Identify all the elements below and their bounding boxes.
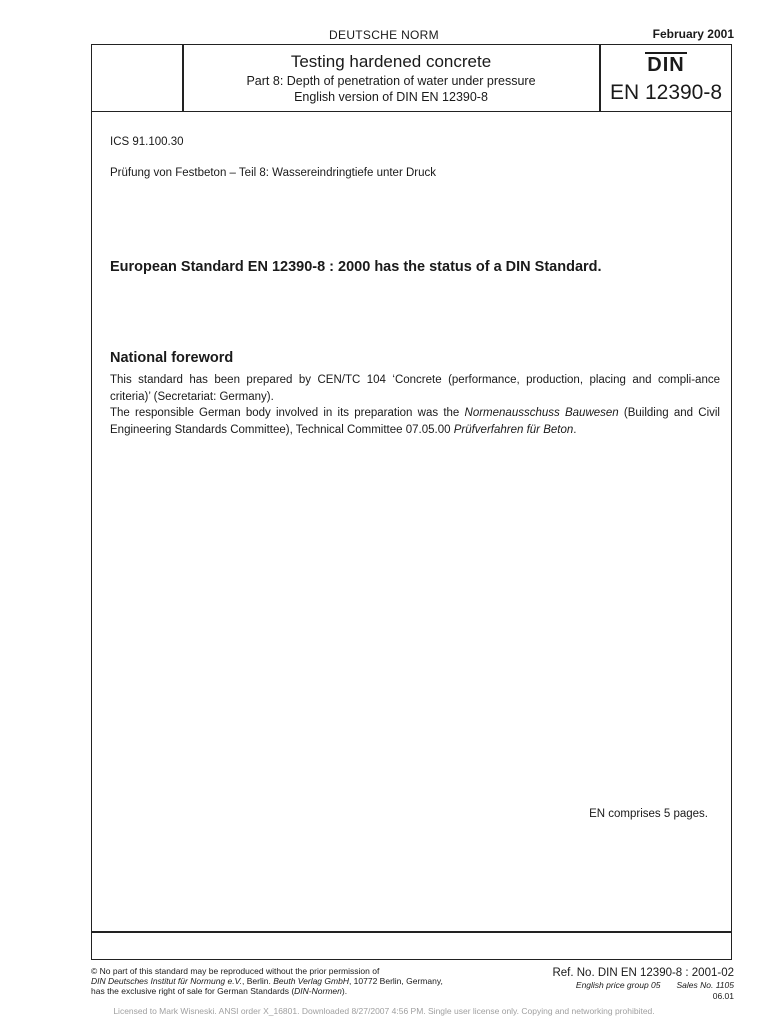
copyright-line-3 xyxy=(91,986,491,996)
foreword-p2-end: . xyxy=(573,423,577,436)
pages-note: EN comprises 5 pages. xyxy=(589,808,708,820)
publication-date: February 2001 xyxy=(652,27,734,41)
foreword-paragraph-1: This standard has been prepared by CEN/TC 104 ‘Concrete (performance, production, placing and compli-ance criteria)’ (Secretariat: Germany). xyxy=(110,374,720,403)
german-title: Prüfung von Festbeton – Teil 8: Wassereindringtiefe unter Druck xyxy=(110,167,437,179)
foreword-heading: National foreword xyxy=(110,350,234,366)
copyright-notice xyxy=(91,966,491,996)
copyright-address: , 10772 Berlin, Germany, xyxy=(348,976,443,986)
price-group: English price group 05 xyxy=(575,980,661,990)
title-block xyxy=(183,52,599,105)
technical-committee-name: Prüfverfahren für Beton xyxy=(453,423,574,436)
din-logo: DIN xyxy=(647,54,685,76)
frame-bottom-rule xyxy=(91,931,732,933)
reference-number: Ref. No. DIN EN 12390-8 : 2001-02 xyxy=(552,967,734,979)
copyright-line3-end: ). xyxy=(341,986,348,996)
copyright-line3-pre: has the exclusive right of sale for German Standards ( xyxy=(91,986,295,996)
ics-code: ICS 91.100.30 xyxy=(110,136,184,148)
committee-name: Normenausschuss Bauwesen xyxy=(464,407,619,419)
copyright-line-2 xyxy=(91,976,491,986)
foreword-p2-mid: (Building and Civil Engineering Standards Committee), Technical Committee 07.05.00 xyxy=(110,407,720,436)
copyright-din-normen: DIN-Normen xyxy=(294,986,342,996)
license-watermark: Licensed to Mark Wisneski. ANSI order X_16801. Downloaded 8/27/2007 4:56 PM. Single user license only. Copying and networking prohibited. xyxy=(113,1006,655,1016)
copyright-berlin: , Berlin. xyxy=(242,976,274,986)
foreword-text xyxy=(110,372,720,438)
page-frame xyxy=(91,44,732,960)
standard-number: EN 12390-8 xyxy=(609,81,723,104)
copyright-beuth: Beuth Verlag GmbH xyxy=(273,976,349,986)
price-line xyxy=(552,980,734,991)
foreword-p2-pre: The responsible German body involved in its preparation was the xyxy=(110,407,465,419)
sales-number: Sales No. 1105 xyxy=(676,980,734,990)
din-block xyxy=(600,52,732,106)
foreword-paragraph-2 xyxy=(110,405,720,438)
copyright-line-1: © No part of this standard may be reproduced without the prior permission of xyxy=(91,966,380,976)
document-subtitle: Part 8: Depth of penetration of water under pressure xyxy=(246,74,536,88)
reference-block xyxy=(552,966,734,1002)
document-title: Testing hardened concrete xyxy=(290,52,492,71)
norm-label: DEUTSCHE NORM xyxy=(329,28,439,42)
copyright-din: DIN Deutsches Institut für Normung e.V. xyxy=(91,976,243,986)
document-version: English version of DIN EN 12390-8 xyxy=(294,90,488,104)
edition-code: 06.01 xyxy=(712,991,734,1001)
status-statement: European Standard EN 12390-8 : 2000 has the status of a DIN Standard. xyxy=(110,259,602,275)
